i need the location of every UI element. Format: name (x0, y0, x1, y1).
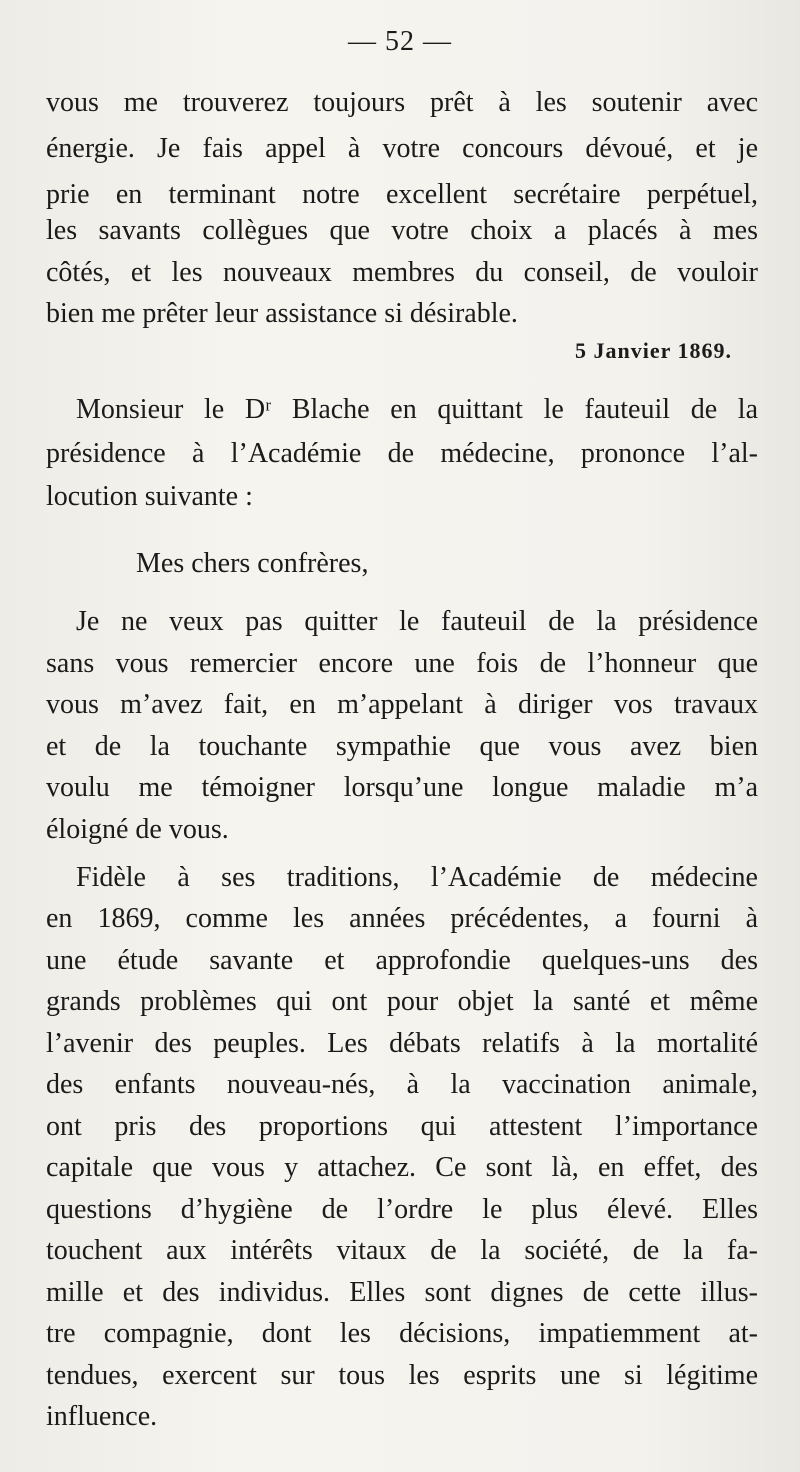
paragraph-line: capitale que vous y attachez. Ce sont là, en effet, des (46, 1152, 758, 1183)
text-line: vous me trouverez toujours prêt à les soutenir avec (46, 87, 758, 118)
paragraph-line: touchent aux intérêts vitaux de la société, de la fa- (46, 1235, 758, 1266)
page-number: — 52 — (348, 26, 452, 57)
paragraph-line: grands problèmes qui ont pour objet la santé et même (46, 986, 758, 1017)
paragraph-line: éloigné de vous. (46, 814, 229, 845)
paragraph-line: mille et des individus. Elles sont dignes de cette illus- (46, 1277, 758, 1308)
paragraph-line: Fidèle à ses traditions, l’Académie de médecine (76, 862, 758, 893)
salutation: Mes chers confrères, (136, 548, 369, 579)
intro-line: locution suivante : (46, 481, 253, 512)
text-line: prie en terminant notre excellent secrétaire perpétuel, (46, 179, 758, 210)
paragraph-line: l’avenir des peuples. Les débats relatifs à la mortalité (46, 1028, 758, 1059)
text-line: les savants collègues que votre choix a placés à mes (46, 215, 758, 246)
paragraph-line: influence. (46, 1401, 158, 1432)
paragraph-line: en 1869, comme les années précédentes, a fourni à (46, 903, 758, 934)
paragraph-line: voulu me témoigner lorsqu’une longue maladie m’a (46, 772, 758, 803)
paragraph-line: vous m’avez fait, en m’appelant à diriger vos travaux (46, 689, 758, 720)
paragraph-line: Je ne veux pas quitter le fauteuil de la présidence (76, 606, 758, 637)
paragraph-line: une étude savante et approfondie quelques-uns des (46, 945, 758, 976)
text-line: bien me prêter leur assistance si désirable. (46, 298, 518, 329)
paragraph-line: tre compagnie, dont les décisions, impatiemment at- (46, 1318, 758, 1349)
date-line: 5 Janvier 1869. (575, 338, 732, 363)
paragraph-line: des enfants nouveau-nés, à la vaccination animale, (46, 1069, 758, 1100)
intro-line: présidence à l’Académie de médecine, prononce l’al- (46, 438, 758, 469)
paragraph-line: ont pris des proportions qui attestent l’importance (46, 1111, 758, 1142)
text-line: énergie. Je fais appel à votre concours dévoué, et je (46, 133, 758, 164)
text-line: côtés, et les nouveaux membres du conseil, de vouloir (46, 257, 758, 288)
intro-line: Monsieur le Dʳ Blache en quittant le fauteuil de la (76, 394, 758, 425)
paragraph-line: questions d’hygiène de l’ordre le plus élevé. Elles (46, 1194, 758, 1225)
paragraph-line: et de la touchante sympathie que vous avez bien (46, 731, 758, 762)
paragraph-line: tendues, exercent sur tous les esprits une si légitime (46, 1360, 758, 1391)
paragraph-line: sans vous remercier encore une fois de l’honneur que (46, 648, 758, 679)
